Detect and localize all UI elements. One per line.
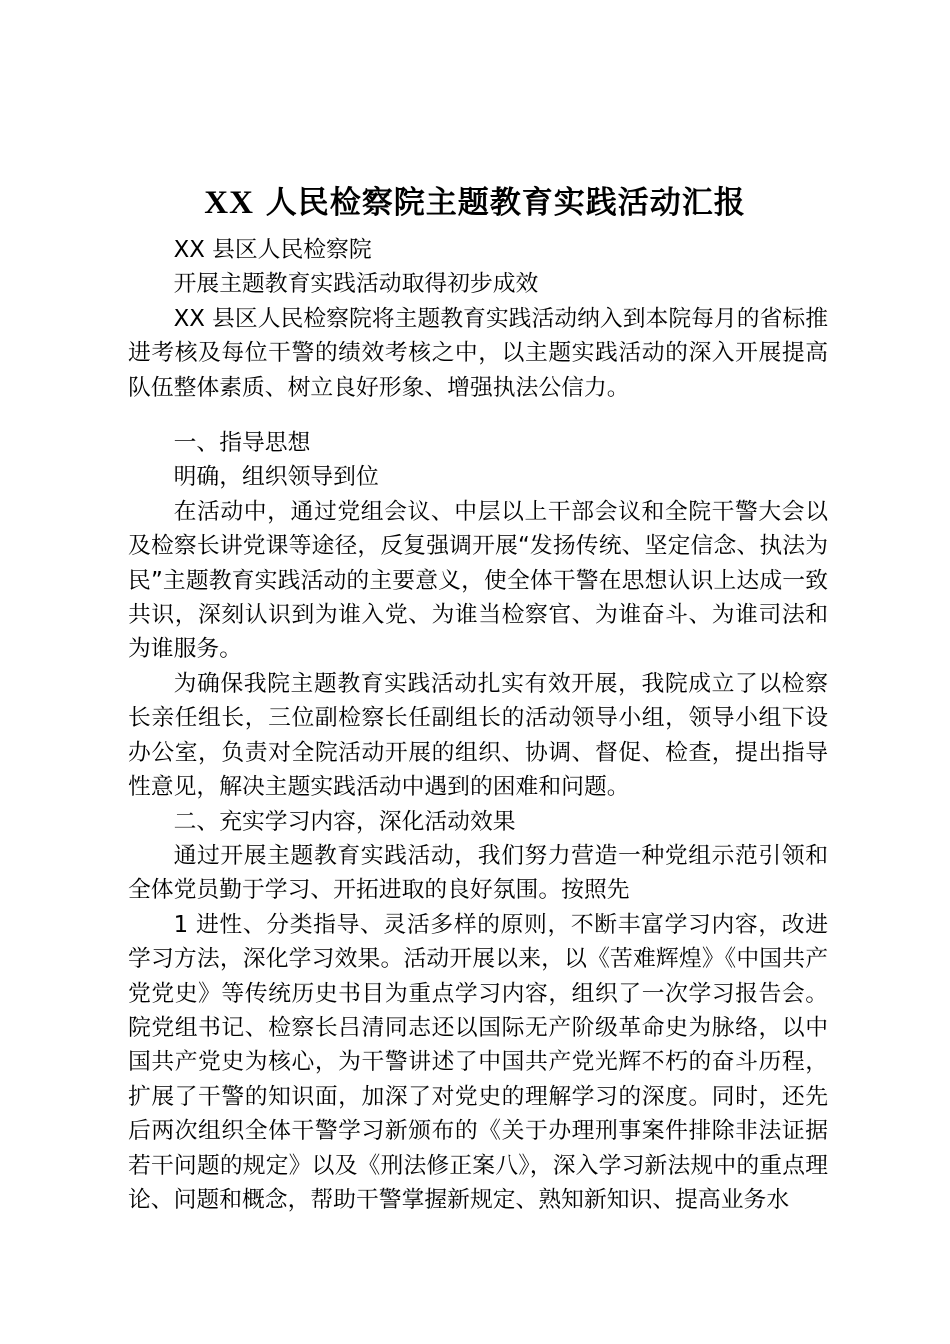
paragraph-activity: 在活动中，通过党组会议、中层以上干部会议和全院干警大会以及检察长讲党课等途径，反复强调开展“发扬传统、坚定信念、执法为民”主题教育实践活动的主要意义，使全体干警在思想认识上达成一致共识，深刻认识到为谁入党、为谁当检察官、为谁奋斗、为谁司法和为谁服务。 bbox=[128, 498, 828, 663]
document-title bbox=[0, 180, 950, 226]
section-heading-1: 一、指导思想 bbox=[173, 430, 311, 457]
title-text: 人民检察院主题教育实践活动汇报 bbox=[265, 185, 746, 221]
section-heading-2: 二、充实学习内容，深化活动效果 bbox=[173, 808, 516, 835]
paragraph-atmosphere: 通过开展主题教育实践活动，我们努力营造一种党组示范引领和全体党员勤于学习、开拓进取的良好氛围。按照先 bbox=[128, 842, 828, 904]
document-body bbox=[128, 233, 828, 1217]
paragraph-org-name: XX 县区人民检察院 bbox=[173, 237, 372, 263]
paragraph-gap bbox=[128, 405, 828, 426]
paragraph-subtitle: 开展主题教育实践活动取得初步成效 bbox=[173, 271, 539, 298]
title-prefix: XX bbox=[204, 185, 254, 221]
paragraph-study: 1 进性、分类指导、灵活多样的原则，不断丰富学习内容，改进学习方法，深化学习效果。活动开展以来，以《苦难辉煌》《中国共产党党史》等传统历史书目为重点学习内容，组织了一次学习报告会。院党组书记、检察长吕清同志还以国际无产阶级革命史为脉络，以中国共产党史为核心，为干警讲述了中国共产党光辉不朽的奋斗历程，扩展了干警的知识面，加深了对党史的理解学习的深度。同时，还先后两次组织全体干警学习新颁布的《关于办理刑事案件排除非法证据若干问题的规定》以及《刑法修正案八》，深入学习新法规中的重点理论、问题和概念，帮助干警掌握新规定、熟知新知识、提高业务水 bbox=[128, 911, 828, 1213]
paragraph-leadership: 为确保我院主题教育实践活动扎实有效开展，我院成立了以检察长亲任组长，三位副检察长任副组长的活动领导小组，领导小组下设办公室，负责对全院活动开展的组织、协调、督促、检查，提出指导性意见，解决主题实践活动中遇到的困难和问题。 bbox=[128, 670, 828, 801]
paragraph-intro: XX 县区人民检察院将主题教育实践活动纳入到本院每月的省标推进考核及每位干警的绩效考核之中，以主题实践活动的深入开展提高队伍整体素质、树立良好形象、增强执法公信力。 bbox=[128, 305, 828, 401]
subheading-organization: 明确，组织领导到位 bbox=[173, 464, 379, 491]
